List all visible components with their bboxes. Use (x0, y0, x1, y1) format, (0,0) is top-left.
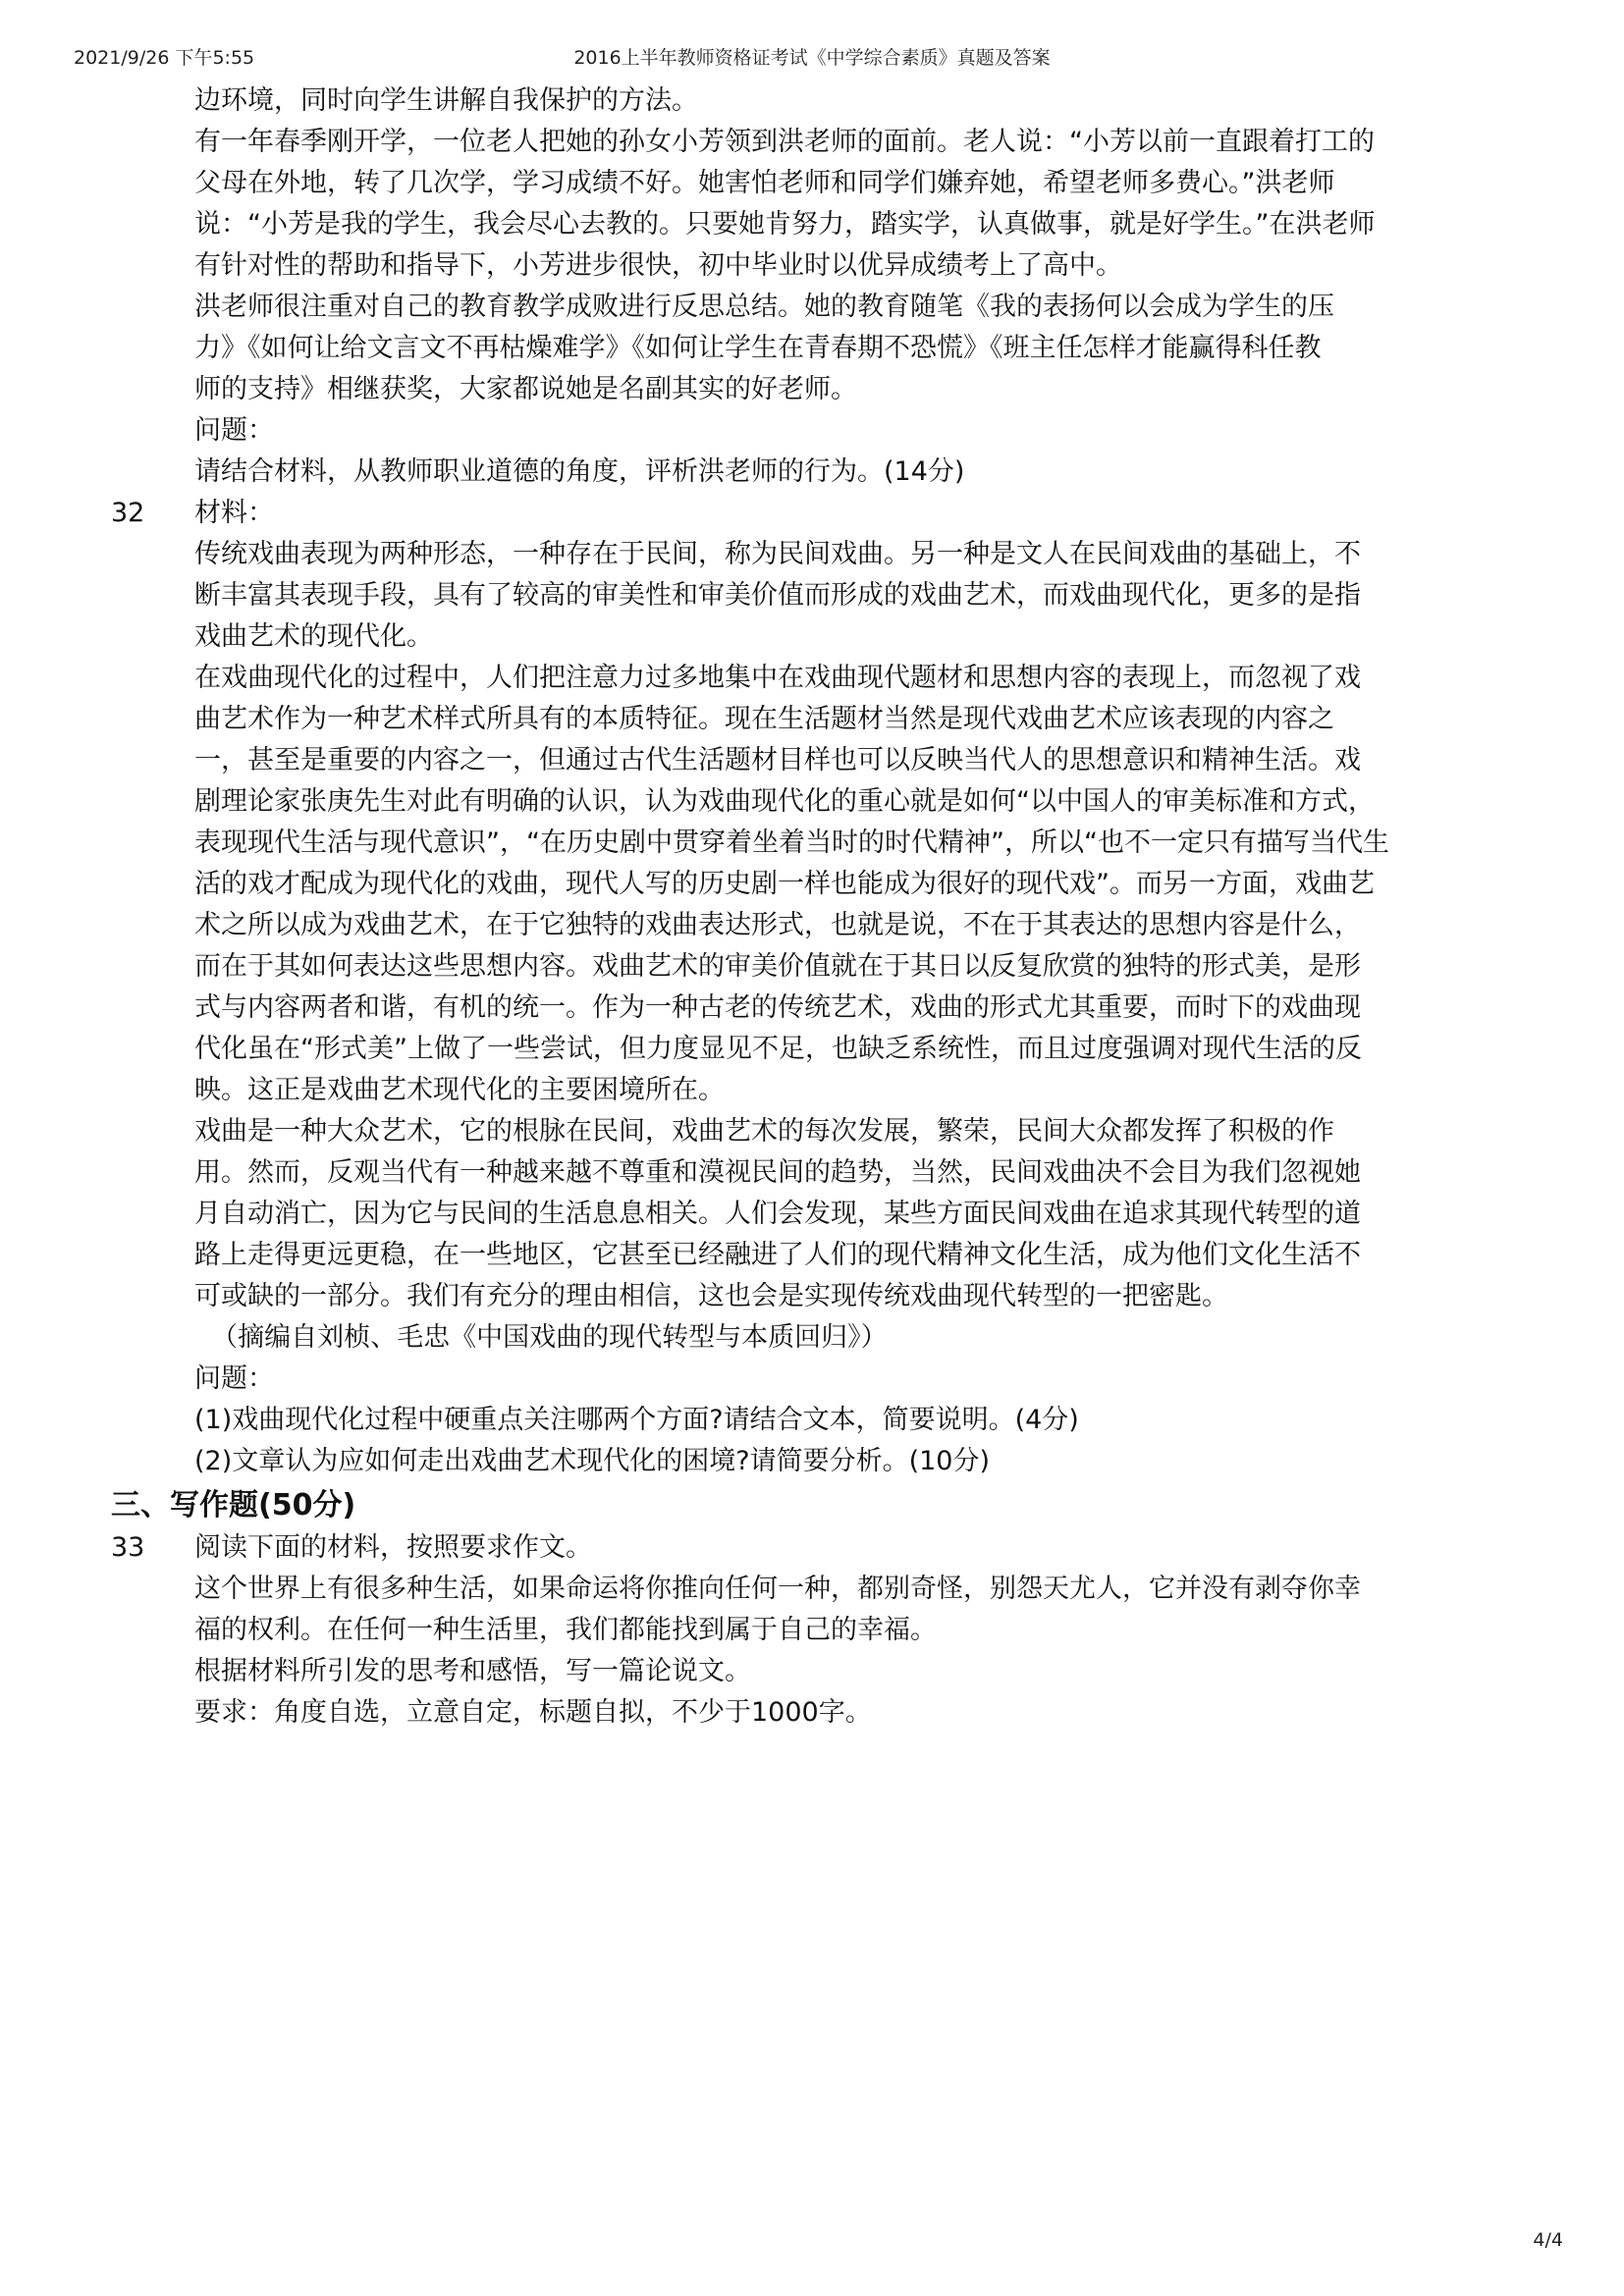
text-line: 戏曲艺术的现代化。 (194, 621, 433, 652)
text-line: 曲艺术作为一种艺术样式所具有的本质特征。现在生活题材当然是现代戏曲艺术应该表现的内容之 (194, 704, 1334, 734)
text-line: 有一年春季刚开学，一位老人把她的孙女小芳领到洪老师的面前。老人说：“小芳以前一直跟着打工的 (194, 127, 1375, 157)
text-line: 这个世界上有很多种生活，如果命运将你推向任何一种，都别奇怪，别怨天尤人，它并没有剥夺你幸 (194, 1574, 1361, 1604)
source-citation: （摘编自刘桢、毛忠《中国戏曲的现代转型与本质回归》） (194, 1322, 888, 1353)
text-line: 可或缺的一部分。我们有充分的理由相信，这也会是实现传统戏曲现代转型的一把密匙。 (194, 1281, 1228, 1311)
text-line: 父母在外地，转了几次学，学习成绩不好。她害怕老师和同学们嫌弃她，希望老师多费心。”洪老师 (194, 168, 1335, 198)
text-line: 而在于其如何表达这些思想内容。戏曲艺术的审美价值就在于其日以反复欣赏的独特的形式美，是形 (194, 951, 1361, 982)
document-body (111, 80, 1486, 1734)
question-text: 阅读下面的材料，按照要求作文。 (194, 1532, 592, 1563)
question-text: (1)戏曲现代化过程中硬重点关注哪两个方面?请结合文本，简要说明。(4分) (194, 1405, 1079, 1435)
question-number: 32 (111, 498, 145, 528)
text-line: 剧理论家张庚先生对此有明确的认识，认为戏曲现代化的重心就是如何“以中国人的审美标准和方式， (194, 786, 1375, 817)
text-line: 有针对性的帮助和指导下，小芳进步很快，初中毕业时以优异成绩考上了高中。 (194, 250, 1122, 281)
page-number: 4/4 (1533, 2229, 1563, 2251)
text-line: 用。然而，反观当代有一种越来越不尊重和漠视民间的趋势，当然，民间戏曲决不会目为我们忽视她 (194, 1157, 1361, 1188)
text-line: 在戏曲现代化的过程中，人们把注意力过多地集中在戏曲现代题材和思想内容的表现上，而忽视了戏 (194, 663, 1361, 693)
text-line: 路上走得更远更稳，在一些地区，它甚至已经融进了人们的现代精神文化生活，成为他们文化生活不 (194, 1240, 1361, 1270)
text-line: 力》《如何让给文言文不再枯燥难学》《如何让学生在青春期不恐慌》《班主任怎样才能赢得科任教 (194, 333, 1322, 363)
question-heading: 问题： (194, 1363, 274, 1394)
question-32-header (111, 493, 1486, 534)
text-line: 根据材料所引发的思考和感悟，写一篇论说文。 (194, 1656, 751, 1686)
text-line: 表现现代生活与现代意识”，“在历史剧中贯穿着坐着当时的时代精神”，所以“也不一定只有描写当代生 (194, 828, 1389, 858)
text-line: 映。这正是戏曲艺术现代化的主要困境所在。 (194, 1075, 725, 1105)
material-label: 材料： (194, 498, 274, 528)
text-line: 断丰富其表现手段，具有了较高的审美性和审美价值而形成的戏曲艺术，而戏曲现代化，更多的是指 (194, 580, 1361, 611)
text-line: 传统戏曲表现为两种形态，一种存在于民间，称为民间戏曲。另一种是文人在民间戏曲的基础上，不 (194, 539, 1361, 569)
text-line: 福的权利。在任何一种生活里，我们都能找到属于自己的幸福。 (194, 1615, 937, 1645)
document-title: 2016上半年教师资格证考试《中学综合素质》真题及答案 (573, 47, 1051, 69)
question-text: (2)文章认为应如何走出戏曲艺术现代化的困境?请简要分析。(10分) (194, 1446, 990, 1476)
text-line: 术之所以成为戏曲艺术，在于它独特的戏曲表达形式，也就是说，不在于其表达的思想内容是什么， (194, 910, 1361, 940)
text-line: 师的支持》相继获奖，大家都说她是名副其实的好老师。 (194, 374, 857, 404)
question-33-header (111, 1527, 1486, 1569)
question-number: 33 (111, 1532, 145, 1563)
text-line: 一，甚至是重要的内容之一，但通过古代生活题材目样也可以反映当代人的思想意识和精神生活。戏 (194, 745, 1361, 775)
text-line: 式与内容两者和谐，有机的统一。作为一种古老的传统艺术，戏曲的形式尤其重要，而时下的戏曲现 (194, 992, 1361, 1023)
question-text: 请结合材料，从教师职业道德的角度，评析洪老师的行为。(14分) (194, 456, 965, 487)
text-line: 要求：角度自选，立意自定，标题自拟，不少于1000字。 (194, 1697, 872, 1728)
text-line: 洪老师很注重对自己的教育教学成败进行反思总结。她的教育随笔《我的表扬何以会成为学生的压 (194, 292, 1334, 322)
text-line: 说：“小芳是我的学生，我会尽心去教的。只要她肯努力，踏实学，认真做事，就是好学生。”在洪老师 (194, 209, 1376, 240)
text-line: 戏曲是一种大众艺术，它的根脉在民间，戏曲艺术的每次发展，繁荣，民间大众都发挥了积极的作 (194, 1116, 1334, 1147)
question-heading: 问题： (194, 415, 274, 446)
section-heading: 三、写作题(50分) (111, 1488, 356, 1522)
text-line: 代化虽在“形式美”上做了一些尝试，但力度显见不足，也缺乏系统性，而且过度强调对现代生活的反 (194, 1034, 1362, 1064)
print-datetime: 2021/9/26 下午5:55 (74, 47, 255, 69)
text-line: 月自动消亡，因为它与民间的生活息息相关。人们会发现，某些方面民间戏曲在追求其现代转型的道 (194, 1199, 1361, 1229)
text-line: 边环境，同时向学生讲解自我保护的方法。 (194, 85, 698, 116)
text-line: 活的戏才配成为现代化的戏曲，现代人写的历史剧一样也能成为很好的现代戏”。而另一方面，戏曲艺 (194, 869, 1375, 899)
print-header (0, 43, 1624, 73)
